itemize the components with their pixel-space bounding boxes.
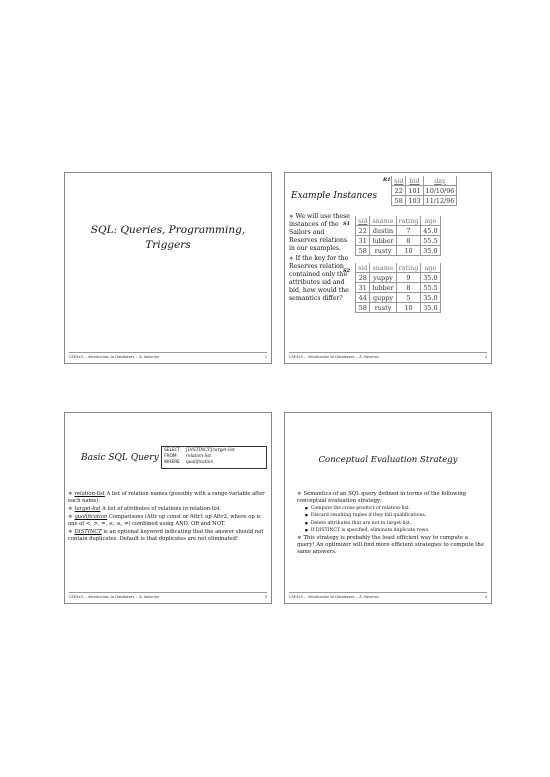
- slide-4-footer: [289, 592, 487, 601]
- bullet-text: Comparisons (Attr op const or Attr1 op Attr2, where op is one of <, >, =, ≤, ≥, ≠) combined using AND, OR and NOT.: [68, 514, 261, 527]
- slide-2-footer: [289, 352, 487, 361]
- bullet-text: A list of relation names (possibly with a range-variable after each name).: [68, 491, 265, 504]
- bullet-text: We will use these instances of the Sailors and Reserves relations in our examples.: [289, 213, 350, 252]
- slide-4-body: [297, 491, 485, 556]
- page-number: 2: [484, 354, 487, 359]
- table-cell: dustin: [370, 226, 396, 236]
- table-row: [356, 283, 441, 293]
- bullet-text: is an optional keyword indicating that the answer should not contain duplicates. Default is that duplicates are not eliminated!: [68, 529, 264, 542]
- column-header: age: [421, 216, 440, 226]
- bullet-1: [289, 213, 351, 253]
- table-cell: 11/12/96: [423, 196, 457, 206]
- table-cell: 35.0: [421, 273, 440, 283]
- bullet-term: DISTINCT: [74, 529, 102, 535]
- page-number: 3: [264, 594, 267, 599]
- table-cell: 22: [356, 226, 370, 236]
- table-cell: 44: [356, 293, 370, 303]
- column-header: age: [421, 263, 440, 273]
- slide-3-title: Basic SQL Query: [81, 453, 159, 463]
- list-item: [68, 491, 268, 505]
- table-row: [356, 303, 441, 313]
- page-number: 4: [484, 594, 487, 599]
- slide-4: [284, 412, 492, 604]
- column-header: sid: [356, 216, 370, 226]
- table-cell: 101: [406, 186, 423, 196]
- slide-2: [284, 172, 492, 364]
- table-cell: 7: [396, 226, 421, 236]
- bullet-text: If the key for the Reserves relation contained only the attributes sid and bid, how would the semantics differ?: [289, 255, 349, 302]
- bullet-2: [289, 255, 351, 303]
- diamond-bullet-icon: ❖: [289, 256, 294, 262]
- table-cell: lubber: [370, 236, 396, 246]
- table-cell: 35.0: [421, 303, 440, 313]
- slide-3-bullets: [68, 491, 268, 544]
- table-row: [356, 246, 441, 256]
- table-row: [392, 186, 457, 196]
- table-cell: guppy: [370, 293, 396, 303]
- table-cell: 58: [392, 196, 406, 206]
- list-item: [68, 506, 268, 513]
- footer-text: CSE3x3 -- Introduction to Databases -- A. Vaisman: [289, 594, 380, 599]
- diamond-bullet-icon: ❖: [68, 491, 73, 497]
- table-row: [356, 293, 441, 303]
- diamond-bullet-icon: ❖: [68, 506, 73, 512]
- title-line-2: Triggers: [145, 239, 191, 251]
- table-cell: 8: [396, 236, 421, 246]
- table-cell: rusty: [370, 246, 396, 256]
- table-header-row: [356, 263, 441, 273]
- s2-name: S2: [343, 268, 351, 274]
- sql-value: relation-list: [186, 454, 212, 460]
- r1-table: [391, 176, 457, 206]
- table-row: [392, 196, 457, 206]
- table-cell: 58: [356, 246, 370, 256]
- sub-list-item: [305, 512, 485, 519]
- table-cell: 45.0: [421, 226, 440, 236]
- table-cell: lubber: [370, 283, 396, 293]
- table-cell: 10: [396, 303, 421, 313]
- sub-bullet-text: Delete attributes that are not in target-list.: [310, 520, 412, 526]
- column-header: day: [423, 176, 457, 186]
- table-row: [356, 226, 441, 236]
- list-item: [68, 514, 268, 528]
- bullet-term: target-list: [74, 506, 101, 512]
- bullet-1: [297, 491, 485, 505]
- slide-4-title: Conceptual Evaluation Strategy: [318, 455, 458, 465]
- page-number: 1: [264, 354, 267, 359]
- diamond-bullet-icon: ❖: [289, 214, 294, 220]
- diamond-bullet-icon: ❖: [68, 514, 73, 520]
- r1-name: R1: [383, 177, 391, 183]
- diamond-bullet-icon: ❖: [297, 534, 302, 541]
- table-cell: rusty: [370, 303, 396, 313]
- table-cell: 28: [356, 273, 370, 283]
- square-bullet-icon: ■: [305, 513, 308, 518]
- square-bullet-icon: ■: [305, 506, 308, 510]
- square-bullet-icon: ■: [305, 528, 308, 533]
- table-cell: 103: [406, 196, 423, 206]
- table-cell: 55.5: [421, 236, 440, 246]
- slide-3-footer: [69, 592, 267, 601]
- table-cell: 8: [396, 283, 421, 293]
- table-row: [356, 236, 441, 246]
- title-line-1: SQL: Queries, Programming,: [90, 224, 246, 236]
- sub-list-item: [305, 520, 485, 527]
- sub-list-item: [305, 527, 485, 534]
- sql-value: qualification: [186, 460, 214, 466]
- table-cell: 5: [396, 293, 421, 303]
- table-cell: 10: [396, 246, 421, 256]
- sql-keyword: FROM: [164, 454, 177, 460]
- square-bullet-icon: ■: [305, 520, 308, 525]
- bullet-text: A list of attributes of relations in relation-list: [100, 506, 220, 512]
- bullet-term: relation-list: [74, 491, 105, 497]
- table-cell: yuppy: [370, 273, 396, 283]
- table-cell: 58: [356, 303, 370, 313]
- sub-list-item: [305, 505, 485, 512]
- column-header: bid: [406, 176, 423, 186]
- slide-3: [64, 412, 272, 604]
- s1-name: S1: [343, 221, 351, 227]
- table-cell: 35.0: [421, 293, 440, 303]
- footer-text: CSE3x3 -- Introduction to Databases -- A. Vaisman: [69, 594, 160, 599]
- table-cell: 10/10/96: [423, 186, 457, 196]
- table-cell: 22: [392, 186, 406, 196]
- diamond-bullet-icon: ❖: [68, 529, 73, 535]
- sql-syntax-box: [161, 446, 267, 469]
- footer-text: CSE3x3 -- Introduction to Databases -- A. Vaisman: [289, 354, 380, 359]
- sql-keyword: WHERE: [164, 460, 180, 466]
- sql-value: [DISTINCT] target-list: [186, 448, 235, 453]
- column-header: sid: [356, 263, 370, 273]
- slide-1: [64, 172, 272, 364]
- bullet-text: This strategy is probably the least efficient way to compute a query! An optimizer will find more efficient strategies to compute the same answers.: [297, 534, 484, 555]
- bullet-2: [297, 535, 485, 556]
- column-header: sname: [370, 216, 396, 226]
- table-header-row: [356, 216, 441, 226]
- sub-bullet-text: If DISTINCT is specified, eliminate duplicate rows.: [310, 528, 430, 534]
- table-cell: 55.5: [421, 283, 440, 293]
- slide-1-footer: [69, 352, 267, 361]
- sub-bullets: [297, 505, 485, 535]
- sql-clause: [164, 460, 264, 466]
- list-item: [68, 529, 268, 543]
- column-header: sid: [392, 176, 406, 186]
- table-cell: 31: [356, 283, 370, 293]
- table-cell: 35.0: [421, 246, 440, 256]
- sub-bullet-text: Discard resulting tuples if they fail qualifications.: [310, 513, 427, 519]
- table-header-row: [392, 176, 457, 186]
- s2-table: [355, 263, 441, 313]
- footer-text: CSE3x3 -- Introduction to Databases -- A. Vaisman: [69, 354, 160, 359]
- table-row: [356, 273, 441, 283]
- bullet-term: qualification: [74, 514, 108, 520]
- table-cell: 9: [396, 273, 421, 283]
- column-header: sname: [370, 263, 396, 273]
- column-header: rating: [396, 216, 421, 226]
- bullet-text: Semantics of an SQL query defined in terms of the following conceptual evaluation strategy:: [297, 491, 467, 504]
- diamond-bullet-icon: ❖: [297, 491, 302, 497]
- sub-bullet-text: Compute the cross-product of relation-list.: [310, 506, 411, 511]
- slide-2-title: Example Instances: [291, 191, 378, 201]
- column-header: rating: [396, 263, 421, 273]
- slide-1-title: [65, 223, 271, 253]
- s1-table: [355, 216, 441, 256]
- table-cell: 31: [356, 236, 370, 246]
- sql-keyword: SELECT: [164, 448, 181, 453]
